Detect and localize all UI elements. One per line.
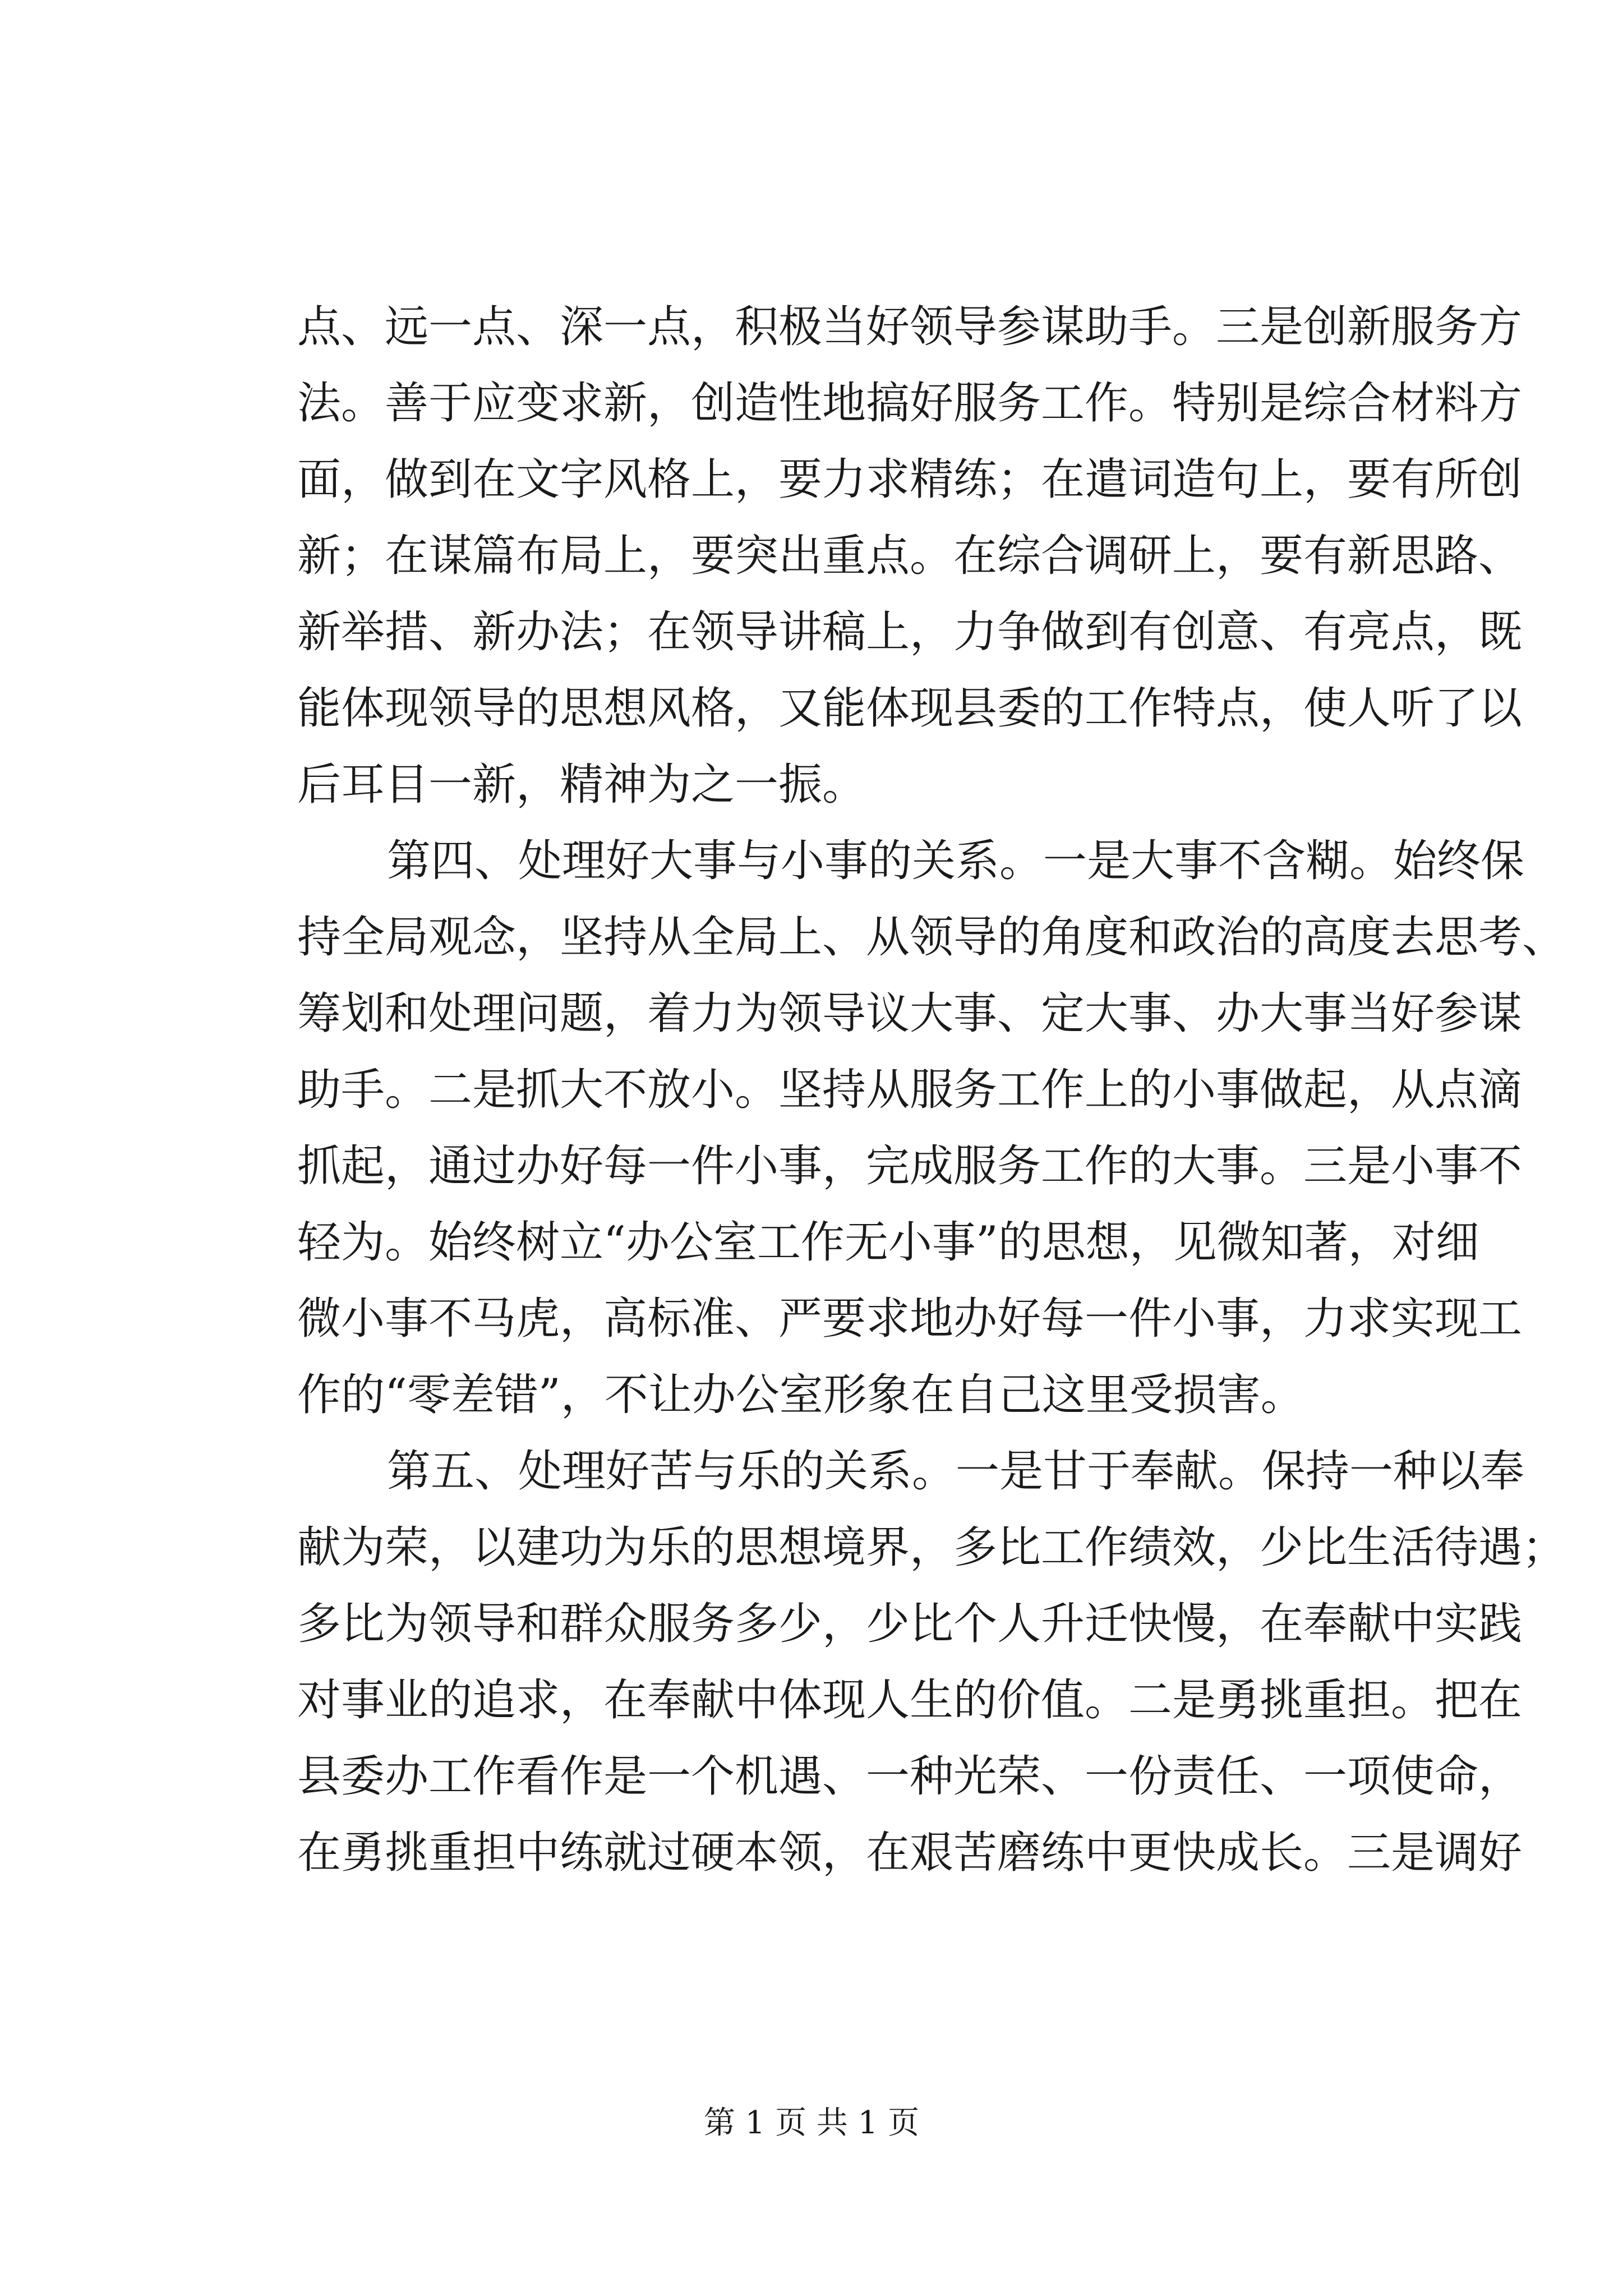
text-line: 助手。二是抓大不放小。坚持从服务工作上的小事做起，从点滴 bbox=[297, 1065, 1523, 1115]
text-line: 新；在谋篇布局上，要突出重点。在综合调研上，要有新思路、 bbox=[297, 531, 1523, 581]
text-line: 轻为。始终树立“办公室工作无小事”的思想，见微知著，对细 bbox=[297, 1217, 1479, 1268]
text-line: 能体现领导的思想风格，又能体现县委的工作特点，使人听了以 bbox=[297, 683, 1523, 734]
text-line: 筹划和处理问题，着力为领导议大事、定大事、办大事当好参谋 bbox=[297, 988, 1523, 1039]
document-body bbox=[297, 289, 1566, 1891]
text-line: 作的“零差错”，不让办公室形象在自己这里受损害。 bbox=[297, 1370, 1304, 1420]
text-line: 后耳目一新，精神为之一振。 bbox=[297, 760, 866, 810]
text-line: 微小事不马虎，高标准、严要求地办好每一件小事，力求实现工 bbox=[297, 1294, 1523, 1344]
text-line: 在勇挑重担中练就过硬本领，在艰苦磨练中更快成长。三是调好 bbox=[297, 1828, 1523, 1878]
text-line: 新举措、新办法；在领导讲稿上，力争做到有创意、有亮点，既 bbox=[297, 607, 1523, 657]
text-line: 抓起，通过办好每一件小事，完成服务工作的大事。三是小事不 bbox=[297, 1141, 1523, 1191]
paragraph-start-line: 第五、处理好苦与乐的关系。一是甘于奉献。保持一种以奉 bbox=[387, 1446, 1525, 1497]
page-footer: 第 1 页 共 1 页 bbox=[703, 2105, 920, 2141]
text-line: 面，做到在文字风格上，要力求精练；在遣词造句上，要有所创 bbox=[297, 454, 1523, 505]
text-line: 持全局观念，坚持从全局上、从领导的角度和政治的高度去思考、 bbox=[297, 912, 1566, 963]
text-line: 对事业的追求，在奉献中体现人生的价值。二是勇挑重担。把在 bbox=[297, 1675, 1523, 1726]
text-line: 县委办工作看作是一个机遇、一种光荣、一份责任、一项使命， bbox=[297, 1751, 1523, 1802]
text-line: 献为荣，以建功为乐的思想境界，多比工作绩效，少比生活待遇； bbox=[297, 1522, 1566, 1573]
paragraph-start-line: 第四、处理好大事与小事的关系。一是大事不含糊。始终保 bbox=[387, 836, 1525, 886]
text-line: 法。善于应变求新，创造性地搞好服务工作。特别是综合材料方 bbox=[297, 378, 1523, 429]
text-line: 多比为领导和群众服务多少，少比个人升迁快慢，在奉献中实践 bbox=[297, 1599, 1523, 1649]
text-line: 点、远一点、深一点，积极当好领导参谋助手。三是创新服务方 bbox=[297, 302, 1523, 352]
